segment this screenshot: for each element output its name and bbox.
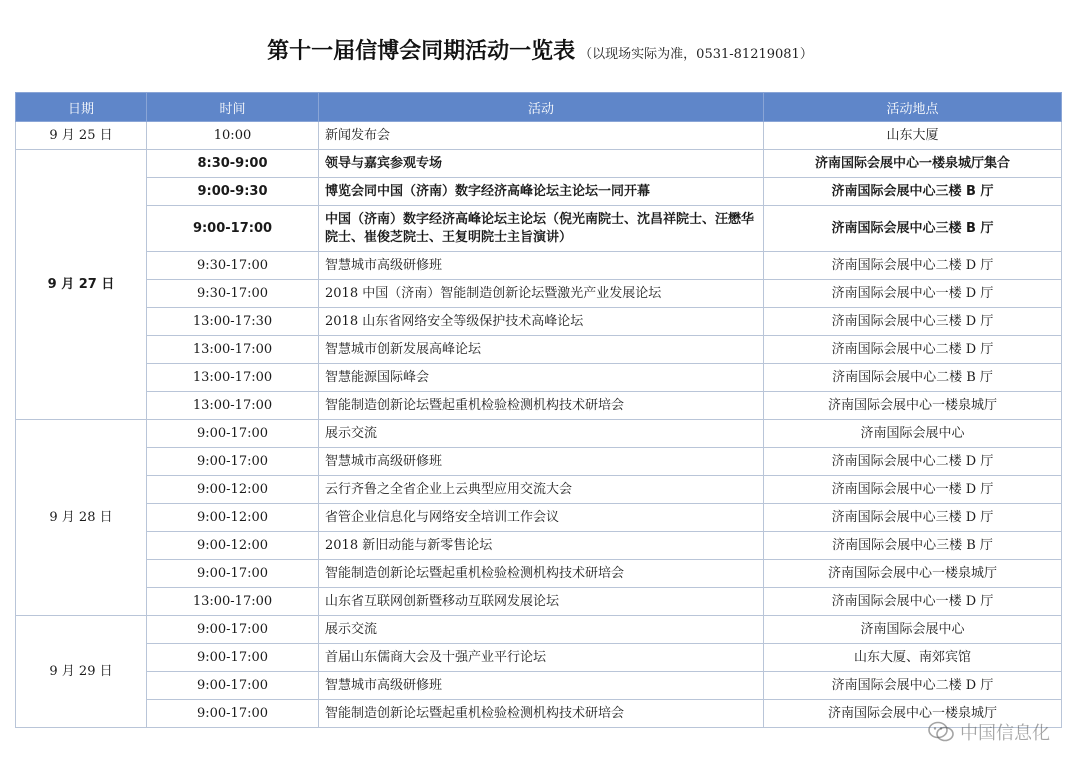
time-cell: 13:00-17:30 [147, 308, 319, 336]
time-cell: 13:00-17:00 [147, 392, 319, 420]
location-cell: 济南国际会展中心一楼泉城厅集合 [764, 150, 1062, 178]
table-row [16, 364, 1062, 392]
activity-cell: 智慧城市高级研修班 [319, 252, 764, 280]
time-cell: 9:00-17:00 [147, 644, 319, 672]
activity-cell: 2018 中国（济南）智能制造创新论坛暨激光产业发展论坛 [319, 280, 764, 308]
date-cell: 9 月 29 日 [16, 616, 147, 728]
column-header-activity: 活动 [319, 93, 764, 122]
table-row [16, 588, 1062, 616]
location-cell: 济南国际会展中心二楼 D 厅 [764, 252, 1062, 280]
activity-cell: 智能制造创新论坛暨起重机检验检测机构技术研培会 [319, 560, 764, 588]
time-cell: 9:00-17:00 [147, 420, 319, 448]
activity-cell: 中国（济南）数字经济高峰论坛主论坛（倪光南院士、沈昌祥院士、汪懋华院士、崔俊芝院士、王复明院士主旨演讲） [319, 206, 764, 252]
location-cell: 济南国际会展中心二楼 D 厅 [764, 672, 1062, 700]
location-cell: 济南国际会展中心三楼 B 厅 [764, 532, 1062, 560]
location-cell: 济南国际会展中心 [764, 420, 1062, 448]
column-header-time: 时间 [147, 93, 319, 122]
table-row [16, 560, 1062, 588]
time-cell: 9:00-17:00 [147, 560, 319, 588]
date-cell: 9 月 27 日 [16, 150, 147, 420]
table-row [16, 476, 1062, 504]
table-row [16, 448, 1062, 476]
location-cell: 济南国际会展中心一楼 D 厅 [764, 588, 1062, 616]
schedule-body [16, 122, 1062, 728]
time-cell: 9:30-17:00 [147, 252, 319, 280]
table-row [16, 336, 1062, 364]
table-row [16, 644, 1062, 672]
time-cell: 13:00-17:00 [147, 364, 319, 392]
table-row [16, 420, 1062, 448]
time-cell: 13:00-17:00 [147, 588, 319, 616]
page-title: 第十一届信博会同期活动一览表 [267, 39, 576, 64]
location-cell: 济南国际会展中心三楼 B 厅 [764, 178, 1062, 206]
table-row [16, 392, 1062, 420]
activity-cell: 山东省互联网创新暨移动互联网发展论坛 [319, 588, 764, 616]
page-header [0, 34, 1080, 65]
location-cell: 济南国际会展中心三楼 D 厅 [764, 308, 1062, 336]
table-row [16, 280, 1062, 308]
location-cell: 济南国际会展中心二楼 B 厅 [764, 364, 1062, 392]
time-cell: 9:00-17:00 [147, 700, 319, 728]
time-cell: 9:00-12:00 [147, 532, 319, 560]
time-cell: 13:00-17:00 [147, 336, 319, 364]
activity-cell: 云行齐鲁之全省企业上云典型应用交流大会 [319, 476, 764, 504]
time-cell: 9:00-9:30 [147, 178, 319, 206]
time-cell: 9:00-17:00 [147, 616, 319, 644]
location-cell: 山东大厦 [764, 122, 1062, 150]
table-row [16, 252, 1062, 280]
activity-cell: 展示交流 [319, 420, 764, 448]
activity-cell: 智慧城市创新发展高峰论坛 [319, 336, 764, 364]
table-row [16, 672, 1062, 700]
page-subtitle: （以现场实际为准，0531-81219081） [579, 47, 813, 62]
location-cell: 济南国际会展中心二楼 D 厅 [764, 448, 1062, 476]
location-cell: 山东大厦、南郊宾馆 [764, 644, 1062, 672]
location-cell: 济南国际会展中心一楼泉城厅 [764, 700, 1062, 728]
time-cell: 9:00-12:00 [147, 476, 319, 504]
table-row [16, 122, 1062, 150]
date-cell: 9 月 25 日 [16, 122, 147, 150]
activity-cell: 智慧城市高级研修班 [319, 672, 764, 700]
schedule-table [15, 92, 1062, 728]
table-row [16, 504, 1062, 532]
time-cell: 8:30-9:00 [147, 150, 319, 178]
time-cell: 10:00 [147, 122, 319, 150]
activity-cell: 领导与嘉宾参观专场 [319, 150, 764, 178]
table-header-row [16, 93, 1062, 122]
watermark-text: 中国信息化 [960, 723, 1050, 744]
table-row [16, 150, 1062, 178]
watermark [928, 719, 1050, 745]
table-row [16, 532, 1062, 560]
time-cell: 9:00-12:00 [147, 504, 319, 532]
time-cell: 9:00-17:00 [147, 672, 319, 700]
table-row [16, 616, 1062, 644]
location-cell: 济南国际会展中心三楼 B 厅 [764, 206, 1062, 252]
time-cell: 9:30-17:00 [147, 280, 319, 308]
location-cell: 济南国际会展中心三楼 D 厅 [764, 504, 1062, 532]
activity-cell: 新闻发布会 [319, 122, 764, 150]
table-row [16, 178, 1062, 206]
activity-cell: 首届山东儒商大会及十强产业平行论坛 [319, 644, 764, 672]
location-cell: 济南国际会展中心二楼 D 厅 [764, 336, 1062, 364]
activity-cell: 2018 新旧动能与新零售论坛 [319, 532, 764, 560]
activity-cell: 智能制造创新论坛暨起重机检验检测机构技术研培会 [319, 700, 764, 728]
table-row [16, 308, 1062, 336]
activity-cell: 博览会同中国（济南）数字经济高峰论坛主论坛一同开幕 [319, 178, 764, 206]
location-cell: 济南国际会展中心一楼 D 厅 [764, 280, 1062, 308]
activity-cell: 省管企业信息化与网络安全培训工作会议 [319, 504, 764, 532]
location-cell: 济南国际会展中心一楼 D 厅 [764, 476, 1062, 504]
wechat-icon [928, 721, 954, 743]
time-cell: 9:00-17:00 [147, 448, 319, 476]
activity-cell: 智慧城市高级研修班 [319, 448, 764, 476]
date-cell: 9 月 28 日 [16, 420, 147, 616]
column-header-date: 日期 [16, 93, 147, 122]
location-cell: 济南国际会展中心一楼泉城厅 [764, 392, 1062, 420]
activity-cell: 展示交流 [319, 616, 764, 644]
activity-cell: 智慧能源国际峰会 [319, 364, 764, 392]
table-row [16, 700, 1062, 728]
location-cell: 济南国际会展中心一楼泉城厅 [764, 560, 1062, 588]
time-cell: 9:00-17:00 [147, 206, 319, 252]
column-header-location: 活动地点 [764, 93, 1062, 122]
table-row [16, 206, 1062, 252]
activity-cell: 2018 山东省网络安全等级保护技术高峰论坛 [319, 308, 764, 336]
location-cell: 济南国际会展中心 [764, 616, 1062, 644]
activity-cell: 智能制造创新论坛暨起重机检验检测机构技术研培会 [319, 392, 764, 420]
